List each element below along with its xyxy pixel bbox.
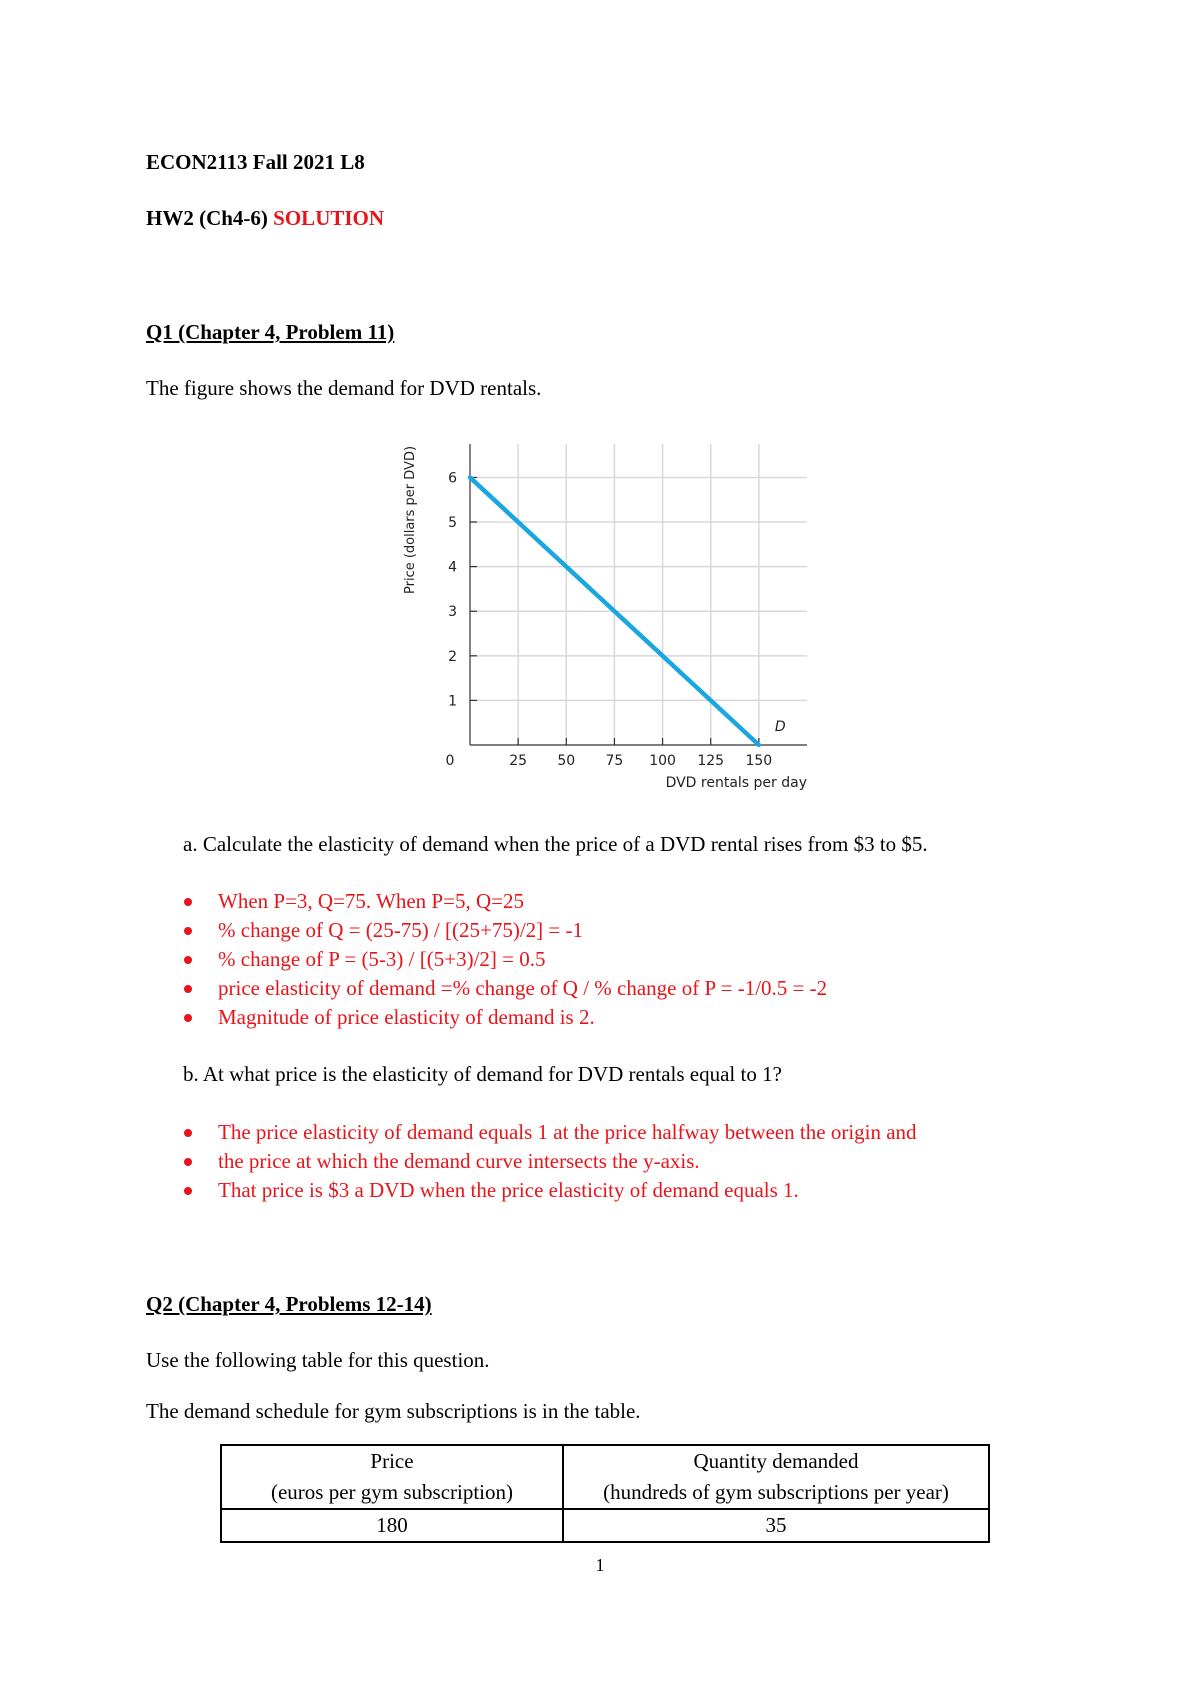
q2-heading: Q2 (Chapter 4, Problems 12-14) xyxy=(146,1292,432,1316)
q1a-answer: Magnitude of price elasticity of demand is 2. xyxy=(180,1003,827,1032)
table-row xyxy=(221,1509,989,1542)
q1-heading: Q1 (Chapter 4, Problem 11) xyxy=(146,320,395,344)
quantity-column-header xyxy=(563,1445,989,1509)
x-tick-label: 50 xyxy=(557,753,576,769)
price-cell: 180 xyxy=(221,1509,563,1542)
q1b-answer-continuation: the price at which the demand curve intersects the y-axis. xyxy=(180,1147,917,1176)
price-header-line2: (euros per gym subscription) xyxy=(270,1480,514,1504)
y-tick-label: 3 xyxy=(448,604,457,621)
q1b-answer: The price elasticity of demand equals 1 at the price halfway between the origin and xyxy=(180,1118,917,1147)
quantity-header-line1: Quantity demanded xyxy=(693,1449,859,1473)
price-header-line1: Price xyxy=(370,1449,414,1473)
q2-intro-1: Use the following table for this question. xyxy=(146,1348,490,1372)
x-axis-label: DVD rentals per day xyxy=(665,775,807,791)
q1b-answer-list xyxy=(180,1118,917,1205)
hw-title xyxy=(146,204,384,232)
y-axis-label: Price (dollars per DVD) xyxy=(403,445,418,595)
page-number: 1 xyxy=(595,1555,605,1575)
solution-label: SOLUTION xyxy=(273,206,385,230)
demand-curve-label: D xyxy=(774,719,786,735)
q1a-answer-list xyxy=(180,887,827,1032)
q1a-answer: When P=3, Q=75. When P=5, Q=25 xyxy=(180,887,827,916)
y-tick-label: 5 xyxy=(448,515,457,532)
x-tick-label: 125 xyxy=(697,753,725,769)
x-tick-label: 100 xyxy=(649,753,676,769)
demand-schedule-table xyxy=(220,1444,990,1543)
y-tick-label: 4 xyxy=(448,559,457,576)
q1a-answer: % change of P = (5-3) / [(5+3)/2] = 0.5 xyxy=(180,945,827,974)
q2-intro-2: The demand schedule for gym subscriptions is in the table. xyxy=(146,1399,641,1423)
y-tick-label: 2 xyxy=(448,648,457,665)
x-tick-label: 150 xyxy=(745,753,773,769)
x-tick-label: 25 xyxy=(509,753,528,769)
chart-grid xyxy=(470,444,807,745)
hw-title-prefix: HW2 (Ch4-6) xyxy=(146,206,268,230)
q1a-answer: % change of Q = (25-75) / [(25+75)/2] = -1 xyxy=(180,916,827,945)
table-header-row xyxy=(221,1445,989,1509)
y-tick-label: 1 xyxy=(448,693,457,710)
y-tick-label: 6 xyxy=(448,470,457,487)
quantity-cell: 35 xyxy=(563,1509,989,1542)
price-column-header xyxy=(221,1445,563,1509)
course-title: ECON2113 Fall 2021 L8 xyxy=(146,150,365,174)
quantity-header-line2: (hundreds of gym subscriptions per year) xyxy=(603,1480,949,1504)
x-tick-label: 0 xyxy=(445,753,455,769)
q1a-answer: price elasticity of demand =% change of Q / % change of P = -1/0.5 = -2 xyxy=(180,974,827,1003)
q1a-question: a. Calculate the elasticity of demand when the price of a DVD rental rises from $3 to $5. xyxy=(183,832,928,856)
q1b-answer: That price is $3 a DVD when the price elasticity of demand equals 1. xyxy=(180,1176,917,1205)
q1-intro: The figure shows the demand for DVD rentals. xyxy=(146,376,542,400)
x-tick-label: 75 xyxy=(605,753,624,769)
demand-chart xyxy=(395,430,815,800)
q1b-question: b. At what price is the elasticity of demand for DVD rentals equal to 1? xyxy=(183,1062,782,1086)
